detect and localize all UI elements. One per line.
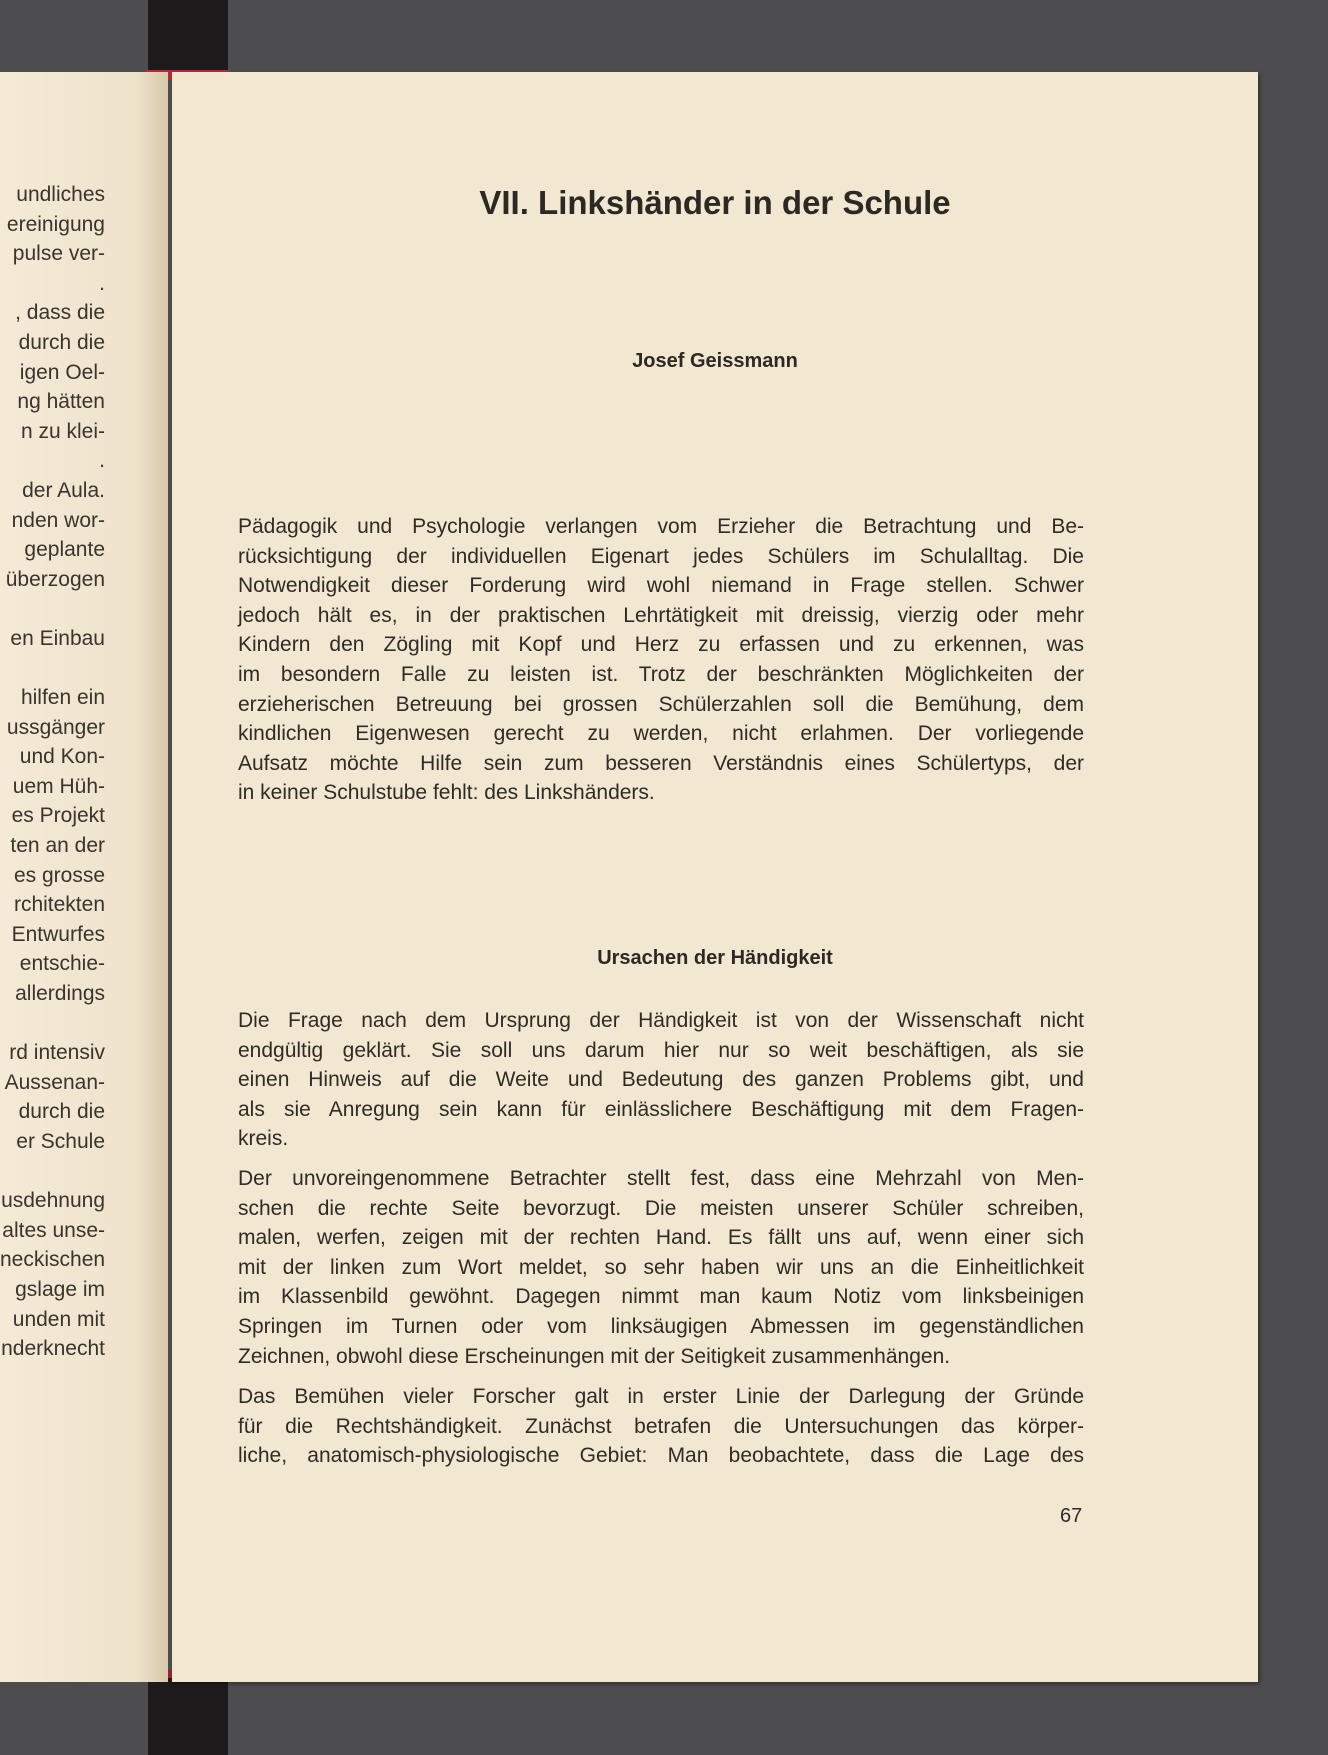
left-page-line: es grosse xyxy=(13,863,105,887)
author-name: Josef Geissmann xyxy=(632,350,798,372)
left-page-line: er Schule xyxy=(16,1130,105,1153)
left-page-line: altes unse- xyxy=(2,1218,105,1242)
section-heading: Ursachen der Händigkeit xyxy=(597,947,833,969)
left-page-line: ng hätten xyxy=(17,390,105,414)
text-line: mit der linken zum Wort meldet, so sehr haben wir uns an die Einheitlichkeit xyxy=(238,1255,1084,1279)
left-page-line: ten an der xyxy=(10,834,105,858)
text-line: erzieherischen Betreuung bei grossen Schülerzahlen soll die Bemühung, dem xyxy=(238,692,1084,716)
paragraph-1 xyxy=(238,1006,1084,1154)
text-line: rücksichtigung der individuellen Eigenart jedes Schülers im Schulalltag. Die xyxy=(238,544,1084,568)
left-page-line: ereinigung xyxy=(6,212,105,236)
text-line: im Klassenbild gewöhnt. Dagegen nimmt man kaum Notiz vom linksbeinigen xyxy=(238,1285,1084,1309)
left-page-line: rd intensiv xyxy=(9,1041,105,1065)
left-page-line: nderknecht xyxy=(1,1337,105,1361)
text-line: in keiner Schulstube fehlt: des Linkshänders. xyxy=(238,781,655,805)
left-page-line: allerdings xyxy=(15,982,105,1006)
left-page-line: neckischen xyxy=(0,1248,106,1272)
left-page-line: Entwurfes xyxy=(11,922,105,946)
left-page-line: es Projekt xyxy=(11,804,105,828)
left-page-line: durch die xyxy=(18,330,105,354)
left-page-line: . xyxy=(99,271,105,295)
left-page-line: gslage im xyxy=(15,1277,105,1301)
left-page-line: entschie- xyxy=(19,952,105,976)
left-page-line xyxy=(0,654,105,684)
paragraph-2 xyxy=(238,1164,1084,1371)
text-line: als sie Anregung sein kann für einlässlichere Beschäftigung mit dem Fragen- xyxy=(238,1097,1084,1121)
text-line: kreis. xyxy=(238,1127,289,1151)
left-page-line: n zu klei- xyxy=(20,419,105,443)
left-page-line: ussgänger xyxy=(6,715,105,739)
left-page-line: der Aula. xyxy=(22,478,105,502)
text-line: Zeichnen, obwohl diese Erscheinungen mit der Seitigkeit zusammenhängen. xyxy=(238,1344,951,1368)
left-page-line xyxy=(0,1157,105,1187)
text-line: Springen im Turnen oder vom linksäugigen Abmessen im gegenständlichen xyxy=(238,1314,1084,1338)
text-line: für die Rechtshändigkeit. Zunächst betrafen die Untersuchungen das körper- xyxy=(238,1414,1084,1438)
text-line: schen die rechte Seite bevorzugt. Die meisten unserer Schüler schreiben, xyxy=(238,1196,1084,1220)
text-line: liche, anatomisch-physiologische Gebiet: Man beobachtete, dass die Lage des xyxy=(238,1444,1084,1468)
right-page xyxy=(172,72,1258,1682)
left-page-line: pulse ver- xyxy=(12,242,105,266)
text-line: kindlichen Eigenwesen gerecht zu werden, nicht erlahmen. Der vorliegende xyxy=(238,722,1084,746)
chapter-title: VII. Linkshänder in der Schule xyxy=(479,184,951,221)
text-line: im besondern Falle zu leisten ist. Trotz der beschränkten Möglichkeiten der xyxy=(238,662,1084,686)
left-page-line xyxy=(0,594,105,624)
left-page-line: durch die xyxy=(18,1100,105,1124)
text-line: Das Bemühen vieler Forscher galt in erster Linie der Darlegung der Gründe xyxy=(238,1385,1084,1408)
left-page-line: igen Oel- xyxy=(19,360,105,384)
text-line: Aufsatz möchte Hilfe sein zum besseren Verständnis eines Schülertyps, der xyxy=(238,751,1084,775)
left-page-line: en Einbau xyxy=(10,626,105,650)
book-binding-bottom xyxy=(148,1672,228,1755)
left-page-line xyxy=(0,1009,105,1039)
text-line: jedoch hält es, in der praktischen Lehrtätigkeit mit dreissig, vierzig oder mehr xyxy=(238,603,1084,627)
left-page-line: rchitekten xyxy=(13,893,105,917)
left-page-line: überzogen xyxy=(5,567,105,591)
left-page-line: hilfen ein xyxy=(20,686,105,710)
left-page-line: unden mit xyxy=(12,1307,105,1331)
page-number: 67 xyxy=(1060,1505,1083,1527)
text-line: Notwendigkeit dieser Forderung wird wohl niemand in Frage stellen. Schwer xyxy=(238,574,1084,598)
left-page-line: und Kon- xyxy=(19,745,105,769)
book-binding-top xyxy=(148,0,228,80)
left-page-line: . xyxy=(99,449,105,473)
left-page-line: uem Hüh- xyxy=(12,774,105,798)
left-page-line: Aussenan- xyxy=(4,1070,105,1094)
text-line: endgültig geklärt. Sie soll uns darum hier nur so weit beschäftigen, als sie xyxy=(238,1038,1084,1062)
text-line: Kindern den Zögling mit Kopf und Herz zu erfassen und zu erkennen, was xyxy=(238,633,1084,657)
intro-paragraph xyxy=(238,512,1084,808)
text-line: einen Hinweis auf die Weite und Bedeutung des ganzen Problems gibt, und xyxy=(238,1068,1084,1092)
left-page xyxy=(0,72,168,1682)
text-line: Die Frage nach dem Ursprung der Händigkeit ist von der Wissenschaft nicht xyxy=(238,1009,1084,1032)
left-page-line: undliches xyxy=(16,183,105,206)
left-page-line: , dass die xyxy=(15,301,105,325)
left-page-line: nden wor- xyxy=(11,508,105,532)
text-line: Pädagogik und Psychologie verlangen vom Erzieher die Betrachtung und Be- xyxy=(238,515,1084,538)
left-page-text xyxy=(0,180,105,1364)
left-page-line: usdehnung xyxy=(1,1189,105,1213)
left-page-line: geplante xyxy=(24,538,105,562)
text-line: malen, werfen, zeigen mit der rechten Hand. Es fällt uns auf, wenn einer sich xyxy=(238,1226,1084,1250)
text-line: Der unvoreingenommene Betrachter stellt fest, dass eine Mehrzahl von Men- xyxy=(238,1167,1084,1190)
paragraph-3 xyxy=(238,1382,1084,1471)
